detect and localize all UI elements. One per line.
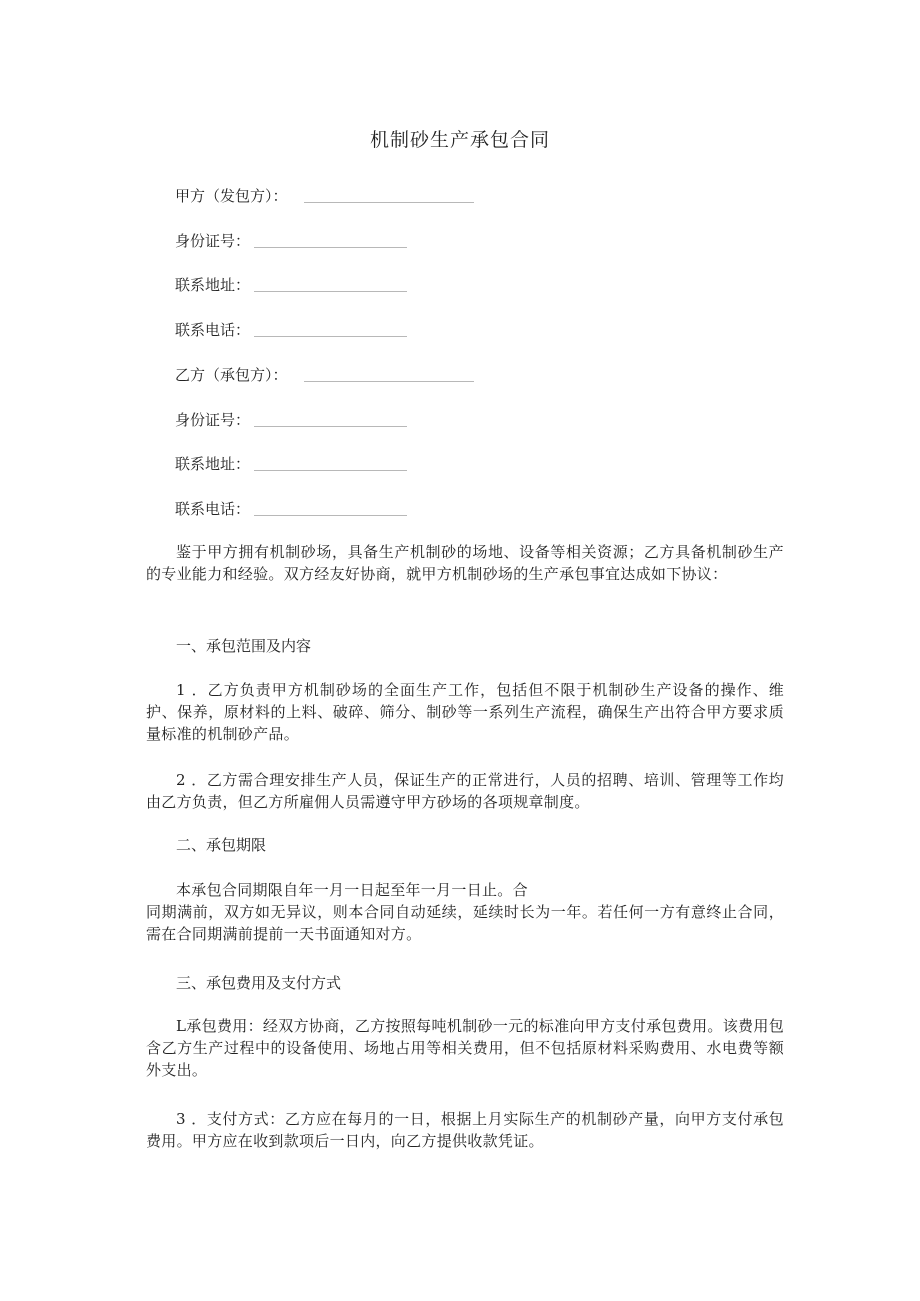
party-a-id-blank	[254, 246, 407, 248]
party-a-id-field	[175, 230, 407, 251]
section-2-paragraph-1: 本承包合同期限自年一月一日起至年一月一日止。合	[176, 881, 528, 899]
party-a-field	[175, 185, 474, 206]
document-title: 机制砂生产承包合同	[369, 129, 550, 151]
party-b-field	[175, 364, 474, 385]
section-3-paragraph-1: L承包费用：经双方协商，乙方按照每吨机制砂一元的标准向甲方支付承包费用。该费用包含乙方生产过程中的设备使用、场地占用等相关费用，但不包括原材料采购费用、水电费等额外支出。	[146, 1017, 784, 1079]
party-b-label: 乙方（承包方）：	[175, 366, 288, 384]
party-a-phone-label: 联系电话：	[175, 321, 251, 339]
section-1-paragraph-1: 1 ．乙方负责甲方机制砂场的全面生产工作，包括但不限于机制砂生产设备的操作、维护、保养，原材料的上料、破碎、筛分、制砂等一系列生产流程，确保生产出符合甲方要求质量标准的机制砂产品。	[146, 681, 784, 743]
section-2-paragraph-2: 同期满前，双方如无异议，则本合同自动延续，延续时长为一年。若任何一方有意终止合同，需在合同期满前提前一天书面通知对方。	[146, 903, 784, 943]
section-3-paragraph-2: 3 ．支付方式：乙方应在每月的一日，根据上月实际生产的机制砂产量，向甲方支付承包费用。甲方应在收到款项后一日内，向乙方提供收款凭证。	[146, 1110, 784, 1150]
section-1-paragraph-2: 2 ．乙方需合理安排生产人员，保证生产的正常进行，人员的招聘、培训、管理等工作均由乙方负责，但乙方所雇佣人员需遵守甲方砂场的各项规章制度。	[146, 771, 784, 811]
party-b-address-field	[175, 453, 407, 474]
party-a-id-label: 身份证号：	[175, 232, 251, 250]
party-b-id-blank	[254, 425, 407, 427]
party-b-phone-field	[175, 498, 407, 519]
party-b-phone-blank	[254, 514, 407, 516]
section-2-heading: 二、承包期限	[176, 836, 267, 854]
party-a-label: 甲方（发包方）：	[175, 187, 288, 205]
section-3-heading: 三、承包费用及支付方式	[176, 974, 342, 992]
party-b-id-field	[175, 409, 407, 430]
party-a-address-field	[175, 274, 407, 295]
party-b-blank	[304, 380, 474, 382]
preamble-paragraph: 鉴于甲方拥有机制砂场，具备生产机制砂的场地、设备等相关资源；乙方具备机制砂生产的专业能力和经验。双方经友好协商，就甲方机制砂场的生产承包事宜达成如下协议：	[146, 543, 784, 583]
party-b-address-blank	[254, 469, 407, 471]
party-a-address-label: 联系地址：	[175, 276, 251, 294]
party-b-phone-label: 联系电话：	[175, 500, 251, 518]
party-a-phone-blank	[254, 335, 407, 337]
party-a-address-blank	[254, 290, 407, 292]
party-a-phone-field	[175, 319, 407, 340]
section-1-heading: 一、承包范围及内容	[176, 637, 312, 655]
party-a-blank	[304, 201, 474, 203]
party-b-id-label: 身份证号：	[175, 411, 251, 429]
party-b-address-label: 联系地址：	[175, 455, 251, 473]
